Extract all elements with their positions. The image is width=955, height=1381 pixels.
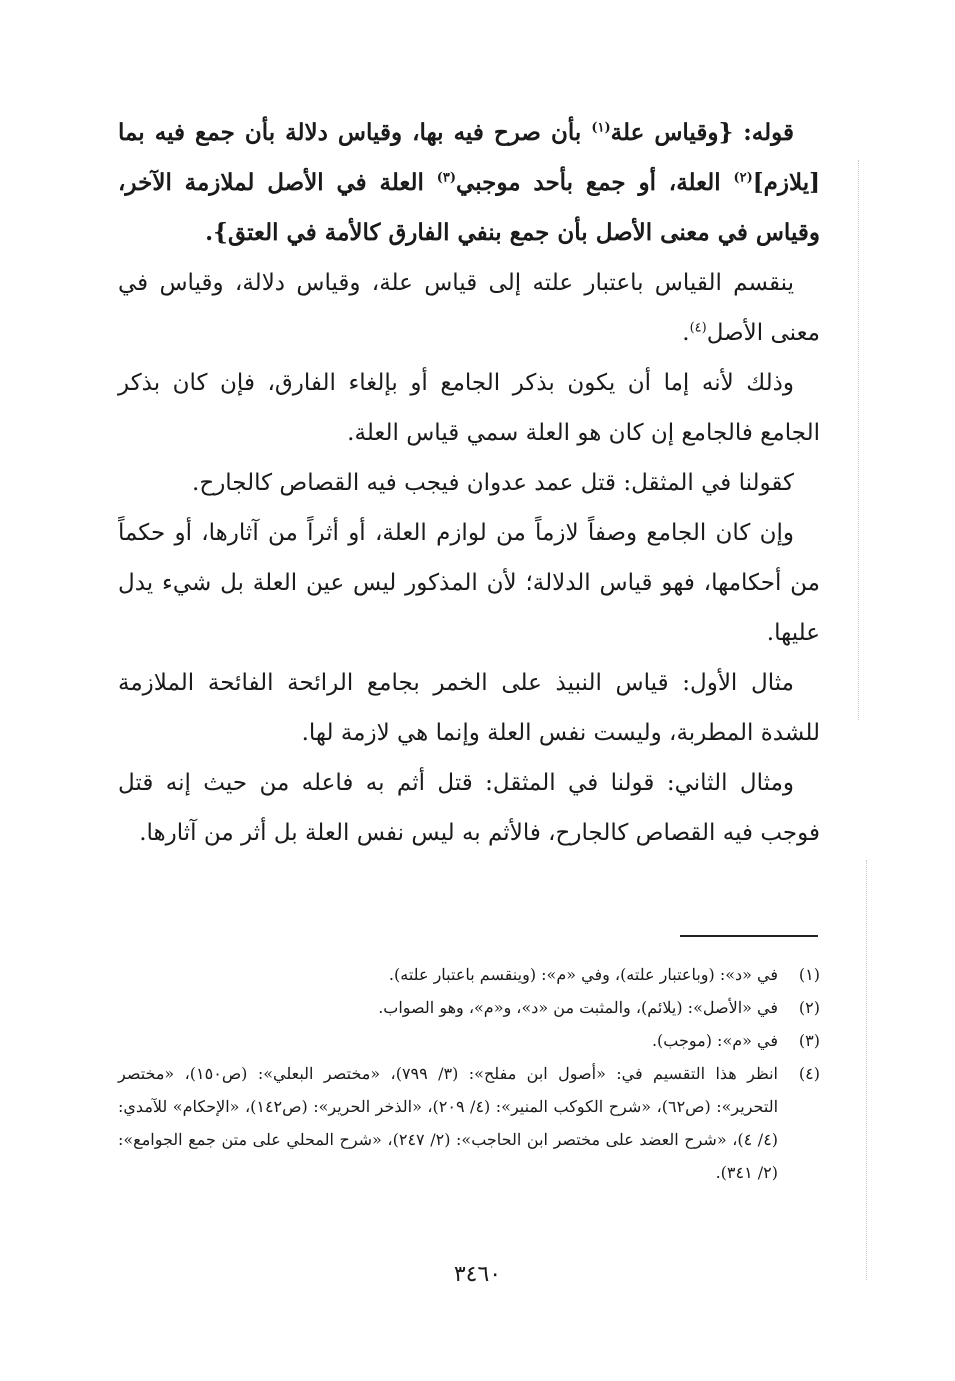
paragraph-text: بأن صرح فيه بها، وقياس دلالة بأن جمع فيه بما [يلازم] <box>118 119 820 196</box>
footnote-item <box>118 991 820 1024</box>
quoted-matn-paragraph <box>118 108 820 258</box>
footnote-marker: (٣) <box>436 170 457 186</box>
footnote-text: في «م»: (موجب). <box>651 1031 778 1050</box>
paragraph-text: وذلك لأنه إما أن يكون بذكر الجامع أو بإلغاء الفارق، فإن كان بذكر الجامع فالجامع إن كان هو العلة سمي قياس العلة. <box>118 370 820 446</box>
paragraph-text: العلة في الأصل لملازمة الآخر، وقياس في معنى الأصل بأن جمع بنفي الفارق كالأمة في العتق}. <box>118 169 820 246</box>
footnote-item <box>118 1024 820 1057</box>
paragraph-text: . <box>682 320 690 346</box>
footnote-text: في «الأصل»: (يلائم)، والمثبت من «د»، و«م»، وهو الصواب. <box>378 998 778 1017</box>
commentary-paragraph <box>118 258 820 358</box>
footnote-text: في «د»: (وباعتبار علته)، وفي «م»: (وينقسم باعتبار علته). <box>388 965 778 984</box>
commentary-paragraph <box>118 358 820 458</box>
footnote-item <box>118 958 820 991</box>
footnote-number: (٣) <box>798 1031 820 1050</box>
commentary-paragraph <box>118 758 820 858</box>
footnote-marker: (٤) <box>689 320 707 336</box>
commentary-paragraph <box>118 508 820 658</box>
commentary-paragraph <box>118 458 820 508</box>
paragraph-text: العلة، أو جمع بأحد موجبي <box>456 169 734 196</box>
footnote-text: انظر هذا التقسيم في: «أصول ابن مفلح»: (٣/ ٧٩٩)، «مختصر البعلي»: (ص١٥٠)، «مختصر التحرير»: (ص٦٢)، «شرح الكوكب المنير»: (٤/ ٢٠٩)، «الذخر الحرير»: (ص١٤٢)، «الإحكام» للآمدي: (٤/ ٤)، «شرح العضد على مختصر ابن الحاجب»: (٢/ ٢٤٧)، «شرح المحلي على متن جمع الجوامع»: (٢/ ٣٤١). <box>118 1064 779 1182</box>
footnote-separator <box>680 935 818 937</box>
paragraph-text: كقولنا في المثقل: قتل عمد عدوان فيجب فيه القصاص كالجارح. <box>192 470 794 496</box>
footnote-marker: (١) <box>591 120 611 136</box>
paragraph-text: مثال الأول: قياس النبيذ على الخمر بجامع الرائحة الفائحة الملازمة للشدة المطربة، وليست نفس العلة وإنما هي لازمة لها. <box>118 670 820 746</box>
footnote-number: (٢) <box>798 998 820 1017</box>
footnotes-section <box>118 958 820 1189</box>
commentary-paragraph <box>118 658 820 758</box>
scan-edge-line <box>866 860 867 1280</box>
footnote-marker: (٢) <box>733 170 753 186</box>
paragraph-text: ومثال الثاني: قولنا في المثقل: قتل أثم به فاعله من حيث إنه قتل فوجب فيه القصاص كالجارح، فالأثم به ليس نفس العلة بل أثر من آثارها. <box>118 770 820 846</box>
footnote-number: (١) <box>798 965 820 984</box>
paragraph-text: وإن كان الجامع وصفاً لازماً من لوازم العلة، أو أثراً من آثارها، أو حكماً من أحكامها، فهو قياس الدلالة؛ لأن المذكور ليس عين العلة بل شيء يدل عليها. <box>118 520 820 646</box>
footnote-item <box>118 1057 820 1189</box>
paragraph-text: قوله: {وقياس علة <box>610 119 794 146</box>
paragraph-text: ينقسم القياس باعتبار علته إلى قياس علة، وقياس دلالة، وقياس في معنى الأصل <box>118 270 820 346</box>
footnote-number: (٤) <box>798 1064 820 1083</box>
page-number: ٣٤٦٠ <box>453 1262 502 1287</box>
main-text-body <box>118 108 820 858</box>
scan-edge-line <box>858 160 859 720</box>
